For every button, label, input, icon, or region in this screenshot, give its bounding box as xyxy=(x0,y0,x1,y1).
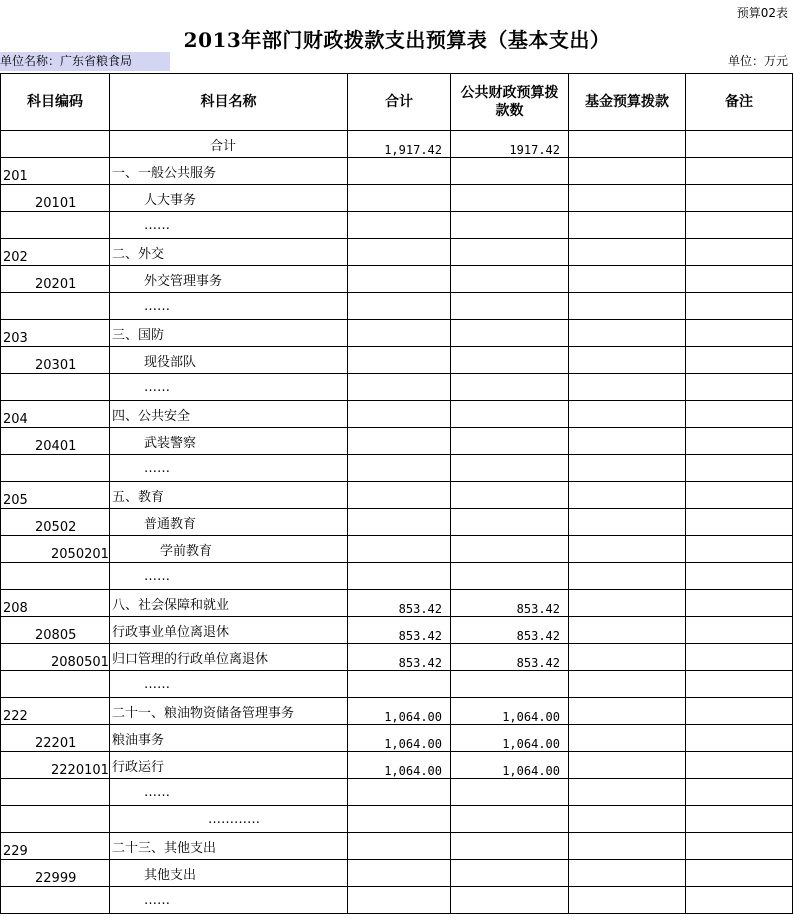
table-row xyxy=(1,293,793,320)
cell-note[interactable] xyxy=(686,401,793,428)
table-row xyxy=(1,671,793,698)
table-row xyxy=(1,428,793,455)
cell-code[interactable]: 229 xyxy=(1,833,110,860)
cell-note[interactable] xyxy=(686,212,793,239)
cell-fund-budget[interactable] xyxy=(569,698,686,725)
cell-public-budget[interactable] xyxy=(451,239,569,266)
cell-fund-budget[interactable] xyxy=(569,590,686,617)
cell-total[interactable]: 1,064.00 xyxy=(348,698,451,725)
cell-code[interactable] xyxy=(1,671,110,698)
cell-total[interactable] xyxy=(348,455,451,482)
table-row xyxy=(1,536,793,563)
cell-code[interactable] xyxy=(1,131,110,158)
cell-public-budget[interactable] xyxy=(451,671,569,698)
cell-name[interactable]: 二十三、其他支出 xyxy=(110,833,348,860)
cell-note[interactable] xyxy=(686,671,793,698)
cell-code[interactable]: 20502 xyxy=(1,509,110,536)
cell-total[interactable]: 853.42 xyxy=(348,644,451,671)
cell-code[interactable]: 22999 xyxy=(1,860,110,887)
cell-name[interactable]: 行政运行 xyxy=(110,752,348,779)
cell-fund-budget[interactable] xyxy=(569,617,686,644)
cell-total[interactable]: 853.42 xyxy=(348,617,451,644)
cell-code[interactable] xyxy=(1,212,110,239)
col-header-note[interactable]: 备注 xyxy=(686,74,793,131)
table-row xyxy=(1,806,793,833)
cell-total[interactable] xyxy=(348,536,451,563)
table-row xyxy=(1,158,793,185)
cell-name[interactable]: 四、公共安全 xyxy=(110,401,348,428)
cell-fund-budget[interactable] xyxy=(569,131,686,158)
unit-label: 单位：万元 xyxy=(727,54,788,68)
cell-fund-budget[interactable] xyxy=(569,806,686,833)
cell-name[interactable]: 行政事业单位离退休 xyxy=(110,617,348,644)
cell-fund-budget[interactable] xyxy=(569,455,686,482)
cell-code[interactable]: 202 xyxy=(1,239,110,266)
cell-name[interactable]: 五、教育 xyxy=(110,482,348,509)
cell-public-budget[interactable] xyxy=(451,212,569,239)
cell-fund-budget[interactable] xyxy=(569,401,686,428)
cell-note[interactable] xyxy=(686,617,793,644)
cell-fund-budget[interactable] xyxy=(569,185,686,212)
cell-name[interactable]: 合计 xyxy=(110,131,348,158)
cell-note[interactable] xyxy=(686,482,793,509)
table-row xyxy=(1,860,793,887)
cell-code[interactable]: 201 xyxy=(1,158,110,185)
col-header-name[interactable]: 科目名称 xyxy=(110,74,348,131)
cell-note[interactable] xyxy=(686,860,793,887)
cell-fund-budget[interactable] xyxy=(569,320,686,347)
cell-note[interactable] xyxy=(686,590,793,617)
table-header-row xyxy=(1,74,793,131)
cell-total[interactable] xyxy=(348,860,451,887)
cell-code[interactable]: 20401 xyxy=(1,428,110,455)
cell-total[interactable] xyxy=(348,428,451,455)
budget-table xyxy=(0,73,793,914)
cell-code[interactable]: 222 xyxy=(1,698,110,725)
table-row xyxy=(1,347,793,374)
cell-name[interactable]: …… xyxy=(110,212,348,239)
table-row xyxy=(1,374,793,401)
cell-public-budget[interactable] xyxy=(451,779,569,806)
cell-public-budget[interactable] xyxy=(451,401,569,428)
cell-fund-budget[interactable] xyxy=(569,671,686,698)
cell-name[interactable]: 学前教育 xyxy=(110,536,348,563)
cell-code[interactable] xyxy=(1,563,110,590)
cell-fund-budget[interactable] xyxy=(569,266,686,293)
cell-code[interactable] xyxy=(1,374,110,401)
cell-fund-budget[interactable] xyxy=(569,860,686,887)
cell-public-budget[interactable] xyxy=(451,887,569,914)
table-row xyxy=(1,590,793,617)
cell-public-budget[interactable]: 853.42 xyxy=(451,590,569,617)
cell-name[interactable]: 其他支出 xyxy=(110,860,348,887)
cell-note[interactable] xyxy=(686,536,793,563)
cell-code[interactable]: 2220101 xyxy=(1,752,110,779)
cell-fund-budget[interactable] xyxy=(569,779,686,806)
cell-note[interactable] xyxy=(686,131,793,158)
cell-code[interactable]: 203 xyxy=(1,320,110,347)
cell-code[interactable]: 20805 xyxy=(1,617,110,644)
cell-total[interactable] xyxy=(348,401,451,428)
cell-public-budget[interactable] xyxy=(451,806,569,833)
cell-note[interactable] xyxy=(686,158,793,185)
cell-total[interactable] xyxy=(348,509,451,536)
table-row xyxy=(1,131,793,158)
table-row xyxy=(1,725,793,752)
cell-code[interactable]: 208 xyxy=(1,590,110,617)
page-title: 2013年部门财政拨款支出预算表（基本支出） xyxy=(183,28,611,52)
cell-note[interactable] xyxy=(686,563,793,590)
cell-public-budget[interactable]: 1,064.00 xyxy=(451,698,569,725)
cell-total[interactable] xyxy=(348,806,451,833)
cell-name[interactable]: 武装警察 xyxy=(110,428,348,455)
cell-note[interactable] xyxy=(686,320,793,347)
cell-code[interactable]: 22201 xyxy=(1,725,110,752)
cell-public-budget[interactable] xyxy=(451,266,569,293)
cell-code[interactable] xyxy=(1,806,110,833)
cell-total[interactable] xyxy=(348,212,451,239)
cell-note[interactable] xyxy=(686,239,793,266)
cell-note[interactable] xyxy=(686,806,793,833)
cell-total[interactable] xyxy=(348,239,451,266)
table-row xyxy=(1,185,793,212)
cell-note[interactable] xyxy=(686,509,793,536)
cell-fund-budget[interactable] xyxy=(569,644,686,671)
cell-code[interactable] xyxy=(1,455,110,482)
col-header-fund-budget[interactable]: 基金预算拨款 xyxy=(569,74,686,131)
cell-public-budget[interactable] xyxy=(451,860,569,887)
cell-code[interactable]: 204 xyxy=(1,401,110,428)
cell-code[interactable]: 2050201 xyxy=(1,536,110,563)
cell-code[interactable] xyxy=(1,779,110,806)
table-row xyxy=(1,212,793,239)
table-row xyxy=(1,563,793,590)
cell-name[interactable]: …… xyxy=(110,779,348,806)
cell-fund-budget[interactable] xyxy=(569,563,686,590)
cell-public-budget[interactable]: 1917.42 xyxy=(451,131,569,158)
cell-total[interactable] xyxy=(348,347,451,374)
table-row xyxy=(1,779,793,806)
cell-name[interactable]: 一、一般公共服务 xyxy=(110,158,348,185)
cell-code[interactable]: 20101 xyxy=(1,185,110,212)
cell-code[interactable]: 205 xyxy=(1,482,110,509)
cell-total[interactable]: 1,064.00 xyxy=(348,725,451,752)
cell-public-budget[interactable] xyxy=(451,455,569,482)
table-row xyxy=(1,266,793,293)
col-header-total[interactable]: 合计 xyxy=(348,74,451,131)
cell-total[interactable] xyxy=(348,293,451,320)
cell-name[interactable]: ………… xyxy=(110,806,348,833)
cell-name[interactable]: …… xyxy=(110,455,348,482)
cell-total[interactable] xyxy=(348,779,451,806)
cell-note[interactable] xyxy=(686,644,793,671)
cell-total[interactable] xyxy=(348,266,451,293)
cell-code[interactable]: 20301 xyxy=(1,347,110,374)
cell-note[interactable] xyxy=(686,752,793,779)
cell-note[interactable] xyxy=(686,185,793,212)
cell-public-budget[interactable]: 1,064.00 xyxy=(451,752,569,779)
table-row xyxy=(1,401,793,428)
cell-total[interactable]: 1,064.00 xyxy=(348,752,451,779)
cell-total[interactable] xyxy=(348,482,451,509)
cell-note[interactable] xyxy=(686,779,793,806)
cell-fund-budget[interactable] xyxy=(569,239,686,266)
cell-total[interactable] xyxy=(348,671,451,698)
cell-total[interactable]: 1,917.42 xyxy=(348,131,451,158)
cell-fund-budget[interactable] xyxy=(569,725,686,752)
cell-total[interactable] xyxy=(348,158,451,185)
cell-fund-budget[interactable] xyxy=(569,482,686,509)
cell-name[interactable]: 二、外交 xyxy=(110,239,348,266)
cell-note[interactable] xyxy=(686,266,793,293)
cell-fund-budget[interactable] xyxy=(569,833,686,860)
cell-total[interactable] xyxy=(348,833,451,860)
cell-public-budget[interactable] xyxy=(451,293,569,320)
cell-public-budget[interactable] xyxy=(451,158,569,185)
table-row xyxy=(1,482,793,509)
table-row xyxy=(1,833,793,860)
cell-note[interactable] xyxy=(686,725,793,752)
cell-note[interactable] xyxy=(686,455,793,482)
cell-public-budget[interactable] xyxy=(451,428,569,455)
cell-public-budget[interactable]: 853.42 xyxy=(451,617,569,644)
cell-name[interactable]: …… xyxy=(110,671,348,698)
table-row xyxy=(1,752,793,779)
table-body xyxy=(1,131,793,914)
cell-fund-budget[interactable] xyxy=(569,212,686,239)
cell-fund-budget[interactable] xyxy=(569,374,686,401)
cell-note[interactable] xyxy=(686,293,793,320)
cell-public-budget[interactable] xyxy=(451,509,569,536)
cell-note[interactable] xyxy=(686,887,793,914)
table-row xyxy=(1,239,793,266)
table-row xyxy=(1,887,793,914)
cell-public-budget[interactable] xyxy=(451,347,569,374)
cell-fund-budget[interactable] xyxy=(569,536,686,563)
cell-public-budget[interactable] xyxy=(451,833,569,860)
cell-total[interactable] xyxy=(348,320,451,347)
cell-note[interactable] xyxy=(686,374,793,401)
cell-code[interactable] xyxy=(1,887,110,914)
cell-name[interactable]: 现役部队 xyxy=(110,347,348,374)
cell-public-budget[interactable] xyxy=(451,482,569,509)
cell-name[interactable]: 二十一、粮油物资储备管理事务 xyxy=(110,698,348,725)
cell-public-budget[interactable] xyxy=(451,374,569,401)
cell-fund-budget[interactable] xyxy=(569,347,686,374)
cell-total[interactable] xyxy=(348,563,451,590)
cell-name[interactable]: 粮油事务 xyxy=(110,725,348,752)
cell-fund-budget[interactable] xyxy=(569,428,686,455)
col-header-public-budget[interactable] xyxy=(451,74,569,131)
cell-public-budget[interactable] xyxy=(451,563,569,590)
table-row xyxy=(1,617,793,644)
cell-note[interactable] xyxy=(686,347,793,374)
table-row xyxy=(1,698,793,725)
cell-name[interactable]: …… xyxy=(110,293,348,320)
cell-fund-budget[interactable] xyxy=(569,752,686,779)
col-header-code[interactable]: 科目编码 xyxy=(1,74,110,131)
table-row xyxy=(1,644,793,671)
cell-public-budget[interactable] xyxy=(451,185,569,212)
table-row xyxy=(1,509,793,536)
col-header-public-budget-text: 公共财政预算拨款数 xyxy=(460,85,559,119)
cell-fund-budget[interactable] xyxy=(569,158,686,185)
cell-name[interactable]: …… xyxy=(110,374,348,401)
cell-name[interactable]: 归口管理的行政单位离退休 xyxy=(110,644,348,671)
cell-total[interactable]: 853.42 xyxy=(348,590,451,617)
cell-public-budget[interactable] xyxy=(451,320,569,347)
cell-total[interactable] xyxy=(348,887,451,914)
cell-public-budget[interactable]: 1,064.00 xyxy=(451,725,569,752)
cell-total[interactable] xyxy=(348,185,451,212)
cell-total[interactable] xyxy=(348,374,451,401)
cell-fund-budget[interactable] xyxy=(569,293,686,320)
cell-code[interactable] xyxy=(1,293,110,320)
cell-note[interactable] xyxy=(686,428,793,455)
cell-public-budget[interactable] xyxy=(451,536,569,563)
cell-public-budget[interactable]: 853.42 xyxy=(451,644,569,671)
cell-name[interactable]: 普通教育 xyxy=(110,509,348,536)
cell-code[interactable]: 2080501 xyxy=(1,644,110,671)
cell-fund-budget[interactable] xyxy=(569,887,686,914)
unit-name-cell[interactable]: 单位名称：广东省粮食局 xyxy=(0,52,170,71)
cell-name[interactable]: 八、社会保障和就业 xyxy=(110,590,348,617)
form-code: 预算02表 xyxy=(736,6,788,20)
table-row xyxy=(1,320,793,347)
cell-name[interactable]: …… xyxy=(110,563,348,590)
cell-fund-budget[interactable] xyxy=(569,509,686,536)
cell-note[interactable] xyxy=(686,698,793,725)
cell-code[interactable]: 20201 xyxy=(1,266,110,293)
cell-note[interactable] xyxy=(686,833,793,860)
cell-name[interactable]: 外交管理事务 xyxy=(110,266,348,293)
cell-name[interactable]: …… xyxy=(110,887,348,914)
cell-name[interactable]: 人大事务 xyxy=(110,185,348,212)
cell-name[interactable]: 三、国防 xyxy=(110,320,348,347)
table-row xyxy=(1,455,793,482)
